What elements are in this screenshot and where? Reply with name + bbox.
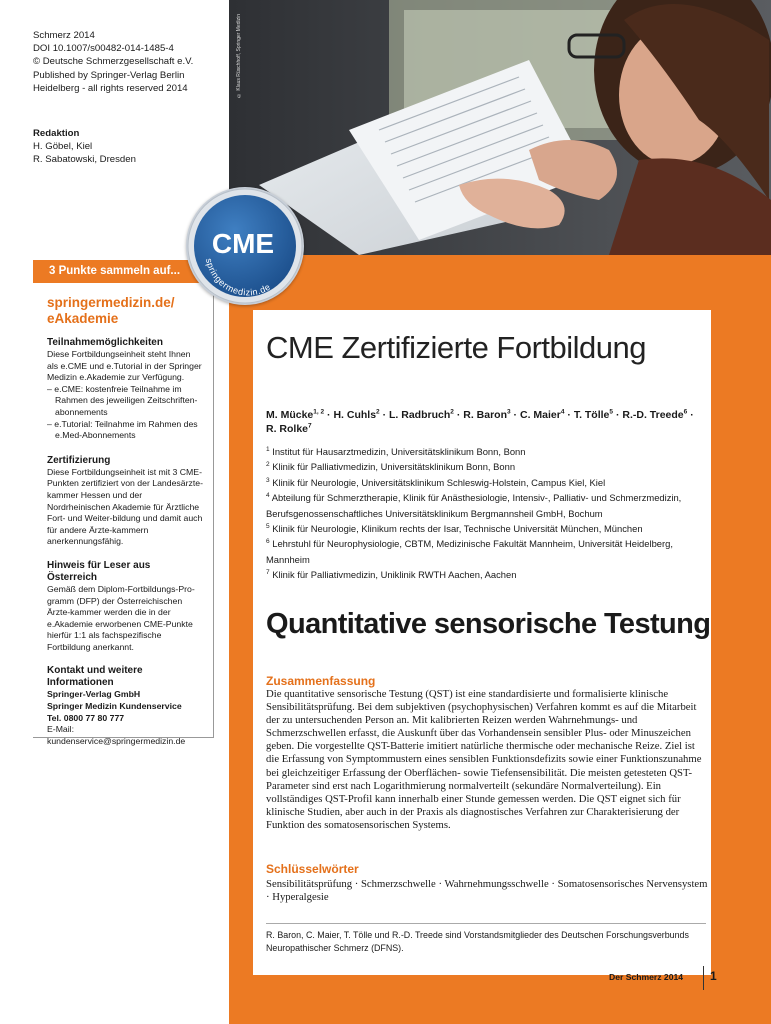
kontakt-line: Springer-Verlag GmbH xyxy=(47,689,141,700)
hinweis-text: Gemäß dem Diplom-Fortbildungs-Pro-gramm (DFP) der Österreichischen Ärzte-kammer werden die in der e.Akademie erworbenen CME-Punkte hierfür 1:1 als fachspezifische Fortbildung anerkannt. xyxy=(47,583,195,652)
affiliation-number: 1 xyxy=(266,445,270,453)
zusammenfassung-heading: Zusammenfassung xyxy=(266,674,376,688)
author xyxy=(520,409,564,421)
kontakt-heading: Kontakt und weitere Informationen xyxy=(47,665,143,689)
footer-divider xyxy=(703,966,704,990)
affiliation xyxy=(266,444,706,459)
author xyxy=(622,409,687,421)
punkte-sammeln-banner: 3 Punkte sammeln auf... xyxy=(33,260,229,283)
teilnahme-item: – e.CME: kostenfreie Teilnahme im Rahmen des jeweiligen Zeitschriften-abonnements xyxy=(47,383,198,417)
cme-badge-label: CME xyxy=(211,228,275,259)
author-affiliation-ref: 4 xyxy=(560,408,565,416)
author xyxy=(463,409,510,421)
author-name: R. Rolke xyxy=(266,423,309,435)
photo-credit: © Klaus Rüschhoff, Springer Medizin xyxy=(236,13,242,98)
dfns-note: R. Baron, C. Maier, T. Tölle und R.-D. Treede sind Vorstandsmitglieder des Deutschen Forschungsverbunds Neuropathischer Schmerz (DFNS). xyxy=(266,930,689,953)
teilnahme-heading: Teilnahmemöglichkeiten xyxy=(47,337,163,348)
schluesselwoerter-text: Sensibilitätsprüfung · Schmerzschwelle · Wahrnehmungsschwelle · Somatosensorisches Nervensystem · Hyperalgesie xyxy=(266,878,708,904)
article-card xyxy=(253,310,711,975)
affiliation xyxy=(266,475,706,490)
meta-line: Schmerz 2014 xyxy=(33,30,95,41)
zusammenfassung-text: Die quantitative sensorische Testung (QST) ist eine standardisierte und formalisierte klinische Sensibilitätsprüfung. Bei dem subjektiven (psychophysischen) Verfahren kommt es auf die Mitarbeit der zu untersuchenden Person an. Mit kalibrierten Reizen werden Wahrnehmungs- und Schmerzschwellen erfasst, die Auskunft über das Vorhandensein sensibler Plus- oder Minuszeichen geben. Die vorgestellte QST-Batterie imitiert natürliche thermische oder mechanische Reize. Ziel ist die Erfassung von Symptommustern eines sensiblen Funktionsdefizits sowie einer Funktionszunahme bei gleichzeitiger Erfassung der Oberflächen- sowie Tiefensensibilität. Die meisten getesteten QST-Parameter sind erst nach Logarithmierung normalverteilt (sekundäre Normalverteilung). Ein vollständiges QST-Profil kann innerhalb einer Stunde gemessen werden. Die QST eignet sich für klinische Studien, aber auch in der Praxis als diagnostisches Verfahren zur Charakterisierung der Funktion des somatosensorischen Systems. xyxy=(266,688,702,831)
author-affiliation-ref: 2 xyxy=(450,408,454,416)
cme-heading: CME Zertifizierte Fortbildung xyxy=(266,330,647,365)
author-affiliation-ref: 5 xyxy=(609,408,614,416)
author-list: M. Mücke$^{1, 2}$ · H. Cuhls$^2$ · L. Radbruch$^2$ · R. Baron$^3$ · C. Maier$^4$ · T. Tölle$^5$ · R.-D. Treede$^6$ · R. Rolke$^7$ xyxy=(266,408,694,435)
cme-badge-ring: springermedizin.de xyxy=(203,257,273,298)
affiliation-text: Abteilung für Schmerztherapie, Klinik für Anästhesiologie, Intensiv-, Palliativ- und Schmerzmedizin, Berufsgenossenschaftliches Universitätsklinikum Bergmannsheil GmbH, Bochum xyxy=(266,492,682,519)
kontakt-line: Tel. 0800 77 80 777 xyxy=(47,712,125,723)
affiliation-number: 4 xyxy=(266,492,270,500)
affiliation-text: Lehrstuhl für Neurophysiologie, CBTM, Medizinische Fakultät Mannheim, Universität Heidelberg, Mannheim xyxy=(266,538,673,565)
eakademie-title-line: eAkademie xyxy=(47,311,119,326)
affiliation-text: Klinik für Palliativmedizin, Uniklinik RWTH Aachen, Aachen xyxy=(272,569,517,581)
teilnahme-item: – e.Tutorial: Teilnahme im Rahmen des e.Med-Abonnements xyxy=(47,418,198,441)
meta-line: DOI 10.1007/s00482-014-1485-4 xyxy=(33,43,174,55)
redaktion-line: H. Göbel, Kiel xyxy=(33,141,93,153)
redaktion-heading: Redaktion xyxy=(33,128,80,139)
author-name: C. Maier xyxy=(519,409,561,421)
affiliation xyxy=(266,459,706,474)
header-photo xyxy=(229,0,771,255)
author-name: M. Mücke xyxy=(266,409,314,421)
zertifizierung-text: Diese Fortbildungseinheit ist mit 3 CME-Punkten zertifiziert von der Landesärzte-kammer Hessen und der Nordrheinischen Akademie für Ärztliche Fort- und Weiter-bildung und damit auch für andere Ärzte-kammern anerkennungsfähig. xyxy=(47,466,203,547)
author xyxy=(266,423,312,435)
eakademie-link[interactable] xyxy=(47,295,203,327)
author-affiliation-ref: 2 xyxy=(376,408,380,416)
author-name: L. Radbruch xyxy=(389,409,451,421)
author-name: R. Baron xyxy=(463,409,508,421)
kontakt-email[interactable]: E-Mail: kundenservice@springermedizin.de xyxy=(47,724,186,746)
redaktion xyxy=(33,127,223,167)
affiliation-text: Klinik für Palliativmedizin, Universitätsklinikum Bonn, Bonn xyxy=(272,461,516,473)
affiliation-number: 2 xyxy=(266,461,270,469)
zertifizierung-heading: Zertifizierung xyxy=(47,454,111,466)
affiliation xyxy=(266,567,706,582)
eakademie-sidebar xyxy=(33,283,214,746)
footer-journal: Der Schmerz 2014 xyxy=(609,972,684,982)
affiliation-text: Klinik für Neurologie, Klinikum rechts der Isar, Technische Universität München, München xyxy=(272,523,643,535)
cme-badge xyxy=(186,187,304,305)
photo-illustration xyxy=(229,0,771,255)
author xyxy=(266,409,324,421)
affiliation-number: 5 xyxy=(266,522,270,530)
cme-badge-icon xyxy=(186,187,304,305)
meta-line: © Deutsche Schmerzgesellschaft e.V. xyxy=(33,56,194,68)
author xyxy=(389,409,454,421)
publication-meta xyxy=(33,29,223,95)
author-affiliation-ref: 7 xyxy=(308,422,312,430)
author-name: H. Cuhls xyxy=(333,409,377,421)
teilnahme-text: Diese Fortbildungseinheit steht Ihnen als e.CME und e.Tutorial in der Springer Medizin e.Akademie zur Verfügung. xyxy=(47,349,202,383)
author-name: R.-D. Treede xyxy=(622,409,684,421)
affiliation-number: 7 xyxy=(266,569,270,577)
meta-line: Published by Springer-Verlag Berlin xyxy=(33,69,185,81)
affiliation-number: 3 xyxy=(266,476,270,484)
affiliation-list xyxy=(266,444,706,583)
meta-line: Heidelberg - all rights reserved 2014 xyxy=(33,82,188,94)
affiliation-number: 6 xyxy=(266,538,270,546)
hinweis-heading: Hinweis für Leser aus Österreich xyxy=(47,559,151,583)
author-affiliation-ref: 3 xyxy=(507,408,511,416)
article-title: Quantitative sensorische Testung xyxy=(266,608,711,640)
author xyxy=(574,409,613,421)
author-name: T. Tölle xyxy=(573,409,610,421)
affiliation xyxy=(266,521,706,536)
schluesselwoerter-heading: Schlüsselwörter xyxy=(266,862,359,876)
affiliation-text: Klinik für Neurologie, Universitätsklinikum Schleswig-Holstein, Campus Kiel, Kiel xyxy=(272,476,606,488)
affiliation-text: Institut für Hausarztmedizin, Universitätsklinikum Bonn, Bonn xyxy=(272,446,526,457)
eakademie-title-line: springermedizin.de/ xyxy=(47,295,175,310)
author-affiliation-ref: 1, 2 xyxy=(313,408,325,416)
page-number: 1 xyxy=(710,969,717,983)
redaktion-line: R. Sabatowski, Dresden xyxy=(33,154,136,166)
author-affiliation-ref: 6 xyxy=(683,408,688,416)
affiliation xyxy=(266,490,706,521)
affiliation xyxy=(266,536,706,567)
kontakt-line: Springer Medizin Kundenservice xyxy=(47,701,182,712)
divider xyxy=(266,923,706,924)
author xyxy=(333,409,379,421)
